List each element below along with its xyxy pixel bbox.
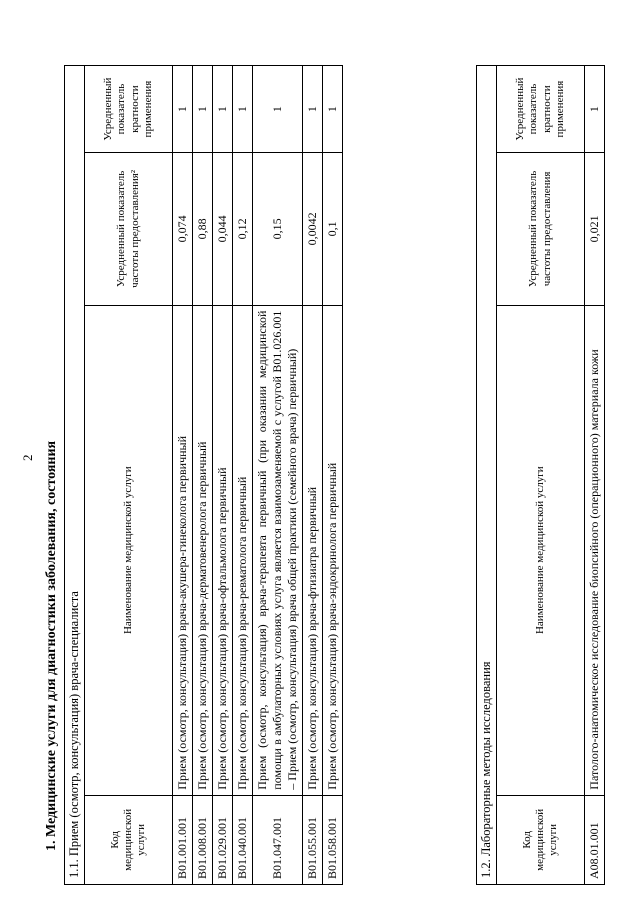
frequency-value: 0,044 — [213, 153, 233, 305]
service-code: B01.029.001 — [213, 795, 233, 884]
table-row — [213, 66, 233, 885]
service-name: Прием (осмотр, консультация) врача-эндокринолога первичный — [323, 305, 343, 795]
table-row — [173, 66, 193, 885]
multiplicity-value: 1 — [173, 66, 193, 153]
section-2-title: 1.2. Лабораторные методы исследования — [476, 65, 496, 885]
table-row — [323, 66, 343, 885]
frequency-value: 0,0042 — [303, 153, 323, 305]
page-number: 2 — [20, 454, 35, 461]
multiplicity-value: 1 — [253, 66, 303, 153]
service-name: Прием (осмотр, консультация) врача-фтизиатра первичный — [303, 305, 323, 795]
service-code: A08.01.001 — [585, 795, 605, 884]
table-row — [303, 66, 323, 885]
header-code: Код медицинской услуги — [497, 795, 585, 884]
service-code: B01.008.001 — [193, 795, 213, 884]
multiplicity-value: 1 — [323, 66, 343, 153]
multiplicity-value: 1 — [233, 66, 253, 153]
service-name: Прием (осмотр, консультация) врача-офтальмолога первичный — [213, 305, 233, 795]
service-code: B01.040.001 — [233, 795, 253, 884]
header-name: Наименование медицинской услуги — [497, 305, 585, 795]
table-row — [193, 66, 213, 885]
frequency-value: 0,021 — [585, 153, 605, 305]
main-heading: 1. Медицинские услуги для диагностики заболевания, состояния — [44, 440, 59, 851]
frequency-value: 0,15 — [253, 153, 303, 305]
header-mult: Усредненный показатель кратности применения — [85, 66, 173, 153]
multiplicity-value: 1 — [303, 66, 323, 153]
service-code: B01.055.001 — [303, 795, 323, 884]
table-header-row — [85, 66, 173, 885]
frequency-value: 0,88 — [193, 153, 213, 305]
service-name: Патолого-анатомическое исследование биопсийного (операционного) материала кожи — [585, 305, 605, 795]
service-name: Прием (осмотр, консультация) врача-дерматовенеролога первичный — [193, 305, 213, 795]
section-1 — [64, 65, 343, 885]
table-row — [253, 66, 303, 885]
section-1-table — [84, 65, 343, 885]
section-2 — [476, 65, 605, 885]
service-code: B01.047.001 — [253, 795, 303, 884]
section-2-table — [496, 65, 605, 885]
service-code: B01.001.001 — [173, 795, 193, 884]
service-name: Прием (осмотр, консультация) врача-терапевта первичный (при оказании медицинской помощи в амбулаторных условиях услуга является взаимозаменяемой с услугой B01.026.001 – Прием (осмотр, консультация) врача общей практики (семейного врача) первичный) — [253, 305, 303, 795]
header-code: Код медицинской услуги — [85, 795, 173, 884]
frequency-value: 0,1 — [323, 153, 343, 305]
multiplicity-value: 1 — [585, 66, 605, 153]
multiplicity-value: 1 — [213, 66, 233, 153]
service-code: B01.058.001 — [323, 795, 343, 884]
header-name: Наименование медицинской услуги — [85, 305, 173, 795]
table-row — [233, 66, 253, 885]
service-name: Прием (осмотр, консультация) врача-акушера-гинеколога первичный — [173, 305, 193, 795]
multiplicity-value: 1 — [193, 66, 213, 153]
section-1-title: 1.1. Прием (осмотр, консультация) врача-специалиста — [64, 65, 84, 885]
frequency-value: 0,074 — [173, 153, 193, 305]
header-mult: Усредненный показатель кратности применения — [497, 66, 585, 153]
table-header-row — [497, 66, 585, 885]
header-freq: Усредненный показатель частоты предоставления — [497, 153, 585, 305]
service-name: Прием (осмотр, консультация) врача-ревматолога первичный — [233, 305, 253, 795]
header-freq: Усредненный показатель частоты предоставления² — [85, 153, 173, 305]
frequency-value: 0,12 — [233, 153, 253, 305]
table-row — [585, 66, 605, 885]
